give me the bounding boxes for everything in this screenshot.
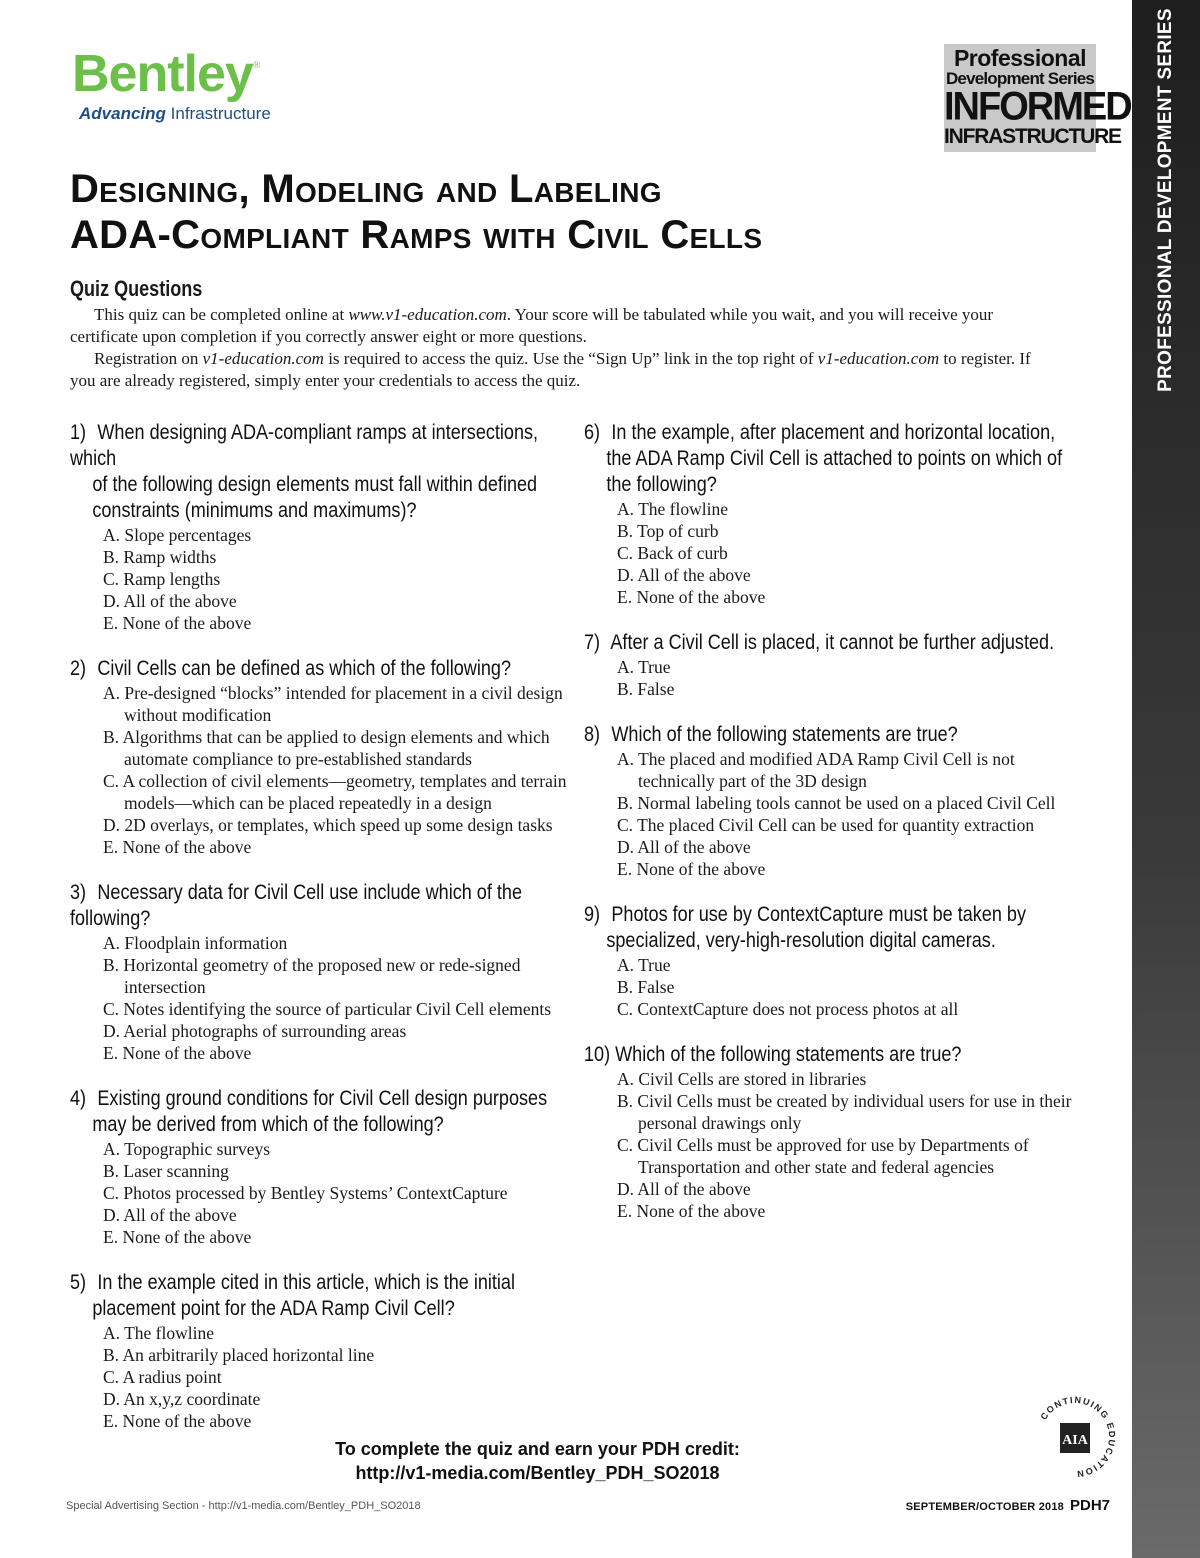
question-line: After a Civil Cell is placed, it cannot be further adjusted. bbox=[610, 631, 1055, 654]
answer-option[interactable]: D. 2D overlays, or templates, which speed up some design tasks bbox=[103, 815, 553, 835]
answer-options bbox=[70, 1322, 570, 1432]
question-8 bbox=[584, 722, 1084, 880]
question-9 bbox=[584, 902, 1084, 1020]
question-line: the ADA Ramp Civil Cell is attached to points on which of the following? bbox=[606, 447, 1063, 496]
question-10 bbox=[584, 1042, 1084, 1222]
question-text bbox=[584, 1042, 1083, 1068]
bentley-logo bbox=[72, 46, 271, 124]
question-line: Civil Cells can be defined as which of the following? bbox=[97, 657, 511, 680]
intro-text-span: is required to access the quiz. Use the “Sign Up” link in the top right of bbox=[323, 349, 818, 368]
answer-option[interactable]: D. All of the above bbox=[617, 565, 751, 585]
answer-option[interactable]: E. None of the above bbox=[103, 837, 252, 857]
question-number: 4) bbox=[70, 1087, 87, 1110]
answer-option[interactable]: C. Notes identifying the source of particular Civil Cell elements bbox=[103, 999, 552, 1019]
answer-options bbox=[70, 524, 570, 634]
call-to-action bbox=[0, 1437, 1075, 1485]
page-number: PDH7 bbox=[1069, 1497, 1110, 1514]
answer-option[interactable]: D. Aerial photographs of surrounding areas bbox=[103, 1021, 407, 1041]
question-4 bbox=[70, 1086, 570, 1248]
cta-link[interactable]: http://v1-media.com/Bentley_PDH_SO2018 bbox=[355, 1463, 720, 1483]
answer-option[interactable]: A. True bbox=[617, 657, 671, 677]
answer-option[interactable]: C. Back of curb bbox=[617, 543, 728, 563]
logo-wordmark: Bentley bbox=[72, 45, 253, 103]
question-6 bbox=[584, 420, 1084, 608]
question-text bbox=[70, 420, 569, 524]
answer-option[interactable]: B. Horizontal geometry of the proposed new or rede-signed intersection bbox=[103, 955, 521, 997]
answer-options bbox=[584, 748, 1084, 880]
question-line: Existing ground conditions for Civil Cell design purposes bbox=[97, 1087, 548, 1110]
logo-tagline-bold: Advancing bbox=[79, 104, 166, 123]
question-5 bbox=[70, 1270, 570, 1432]
answer-option[interactable]: C. A radius point bbox=[103, 1367, 222, 1387]
answer-option[interactable]: E. None of the above bbox=[103, 613, 252, 633]
answer-option[interactable]: A. The flowline bbox=[103, 1323, 214, 1343]
question-7 bbox=[584, 630, 1084, 700]
title-line-1: Designing, Modeling and Labeling bbox=[70, 167, 662, 211]
answer-option[interactable]: C. Photos processed by Bentley Systems’ ContextCapture bbox=[103, 1183, 508, 1203]
answer-option[interactable]: E. None of the above bbox=[617, 587, 766, 607]
question-text bbox=[584, 420, 1083, 498]
question-line: Photos for use by ContextCapture must be taken by bbox=[611, 903, 1026, 926]
cta-line-1: To complete the quiz and earn your PDH credit: bbox=[335, 1439, 740, 1459]
answer-option[interactable]: E. None of the above bbox=[103, 1043, 252, 1063]
answer-options bbox=[584, 1068, 1084, 1222]
questions-column-left bbox=[70, 420, 570, 1454]
question-line: specialized, very-high-resolution digital cameras. bbox=[606, 929, 996, 952]
question-line: placement point for the ADA Ramp Civil Cell? bbox=[92, 1297, 455, 1320]
page-title bbox=[70, 166, 970, 258]
question-line: In the example cited in this article, which is the initial bbox=[97, 1271, 515, 1294]
intro-text-span: to register. If you are already registered, simply enter your credentials to access the quiz. bbox=[70, 349, 1031, 390]
answer-option[interactable]: D. All of the above bbox=[617, 1179, 751, 1199]
question-number: 8) bbox=[584, 723, 601, 746]
question-text bbox=[70, 1270, 569, 1322]
questions-column-right bbox=[584, 420, 1084, 1244]
answer-options bbox=[584, 954, 1084, 1020]
logo-tagline bbox=[72, 104, 271, 124]
answer-option[interactable]: E. None of the above bbox=[103, 1411, 252, 1431]
education-link[interactable]: www.v1-education.com bbox=[348, 305, 507, 324]
badge-line-1: Professional bbox=[953, 45, 1087, 71]
answer-option[interactable]: B. Civil Cells must be created by individual users for use in their personal drawings only bbox=[617, 1091, 1072, 1133]
question-text bbox=[584, 722, 1083, 748]
question-line: Which of the following statements are true? bbox=[615, 1043, 962, 1066]
question-text bbox=[584, 902, 1083, 954]
question-number: 2) bbox=[70, 657, 87, 680]
footer-advertising-note: Special Advertising Section - http://v1-media.com/Bentley_PDH_SO2018 bbox=[66, 1500, 421, 1512]
answer-option[interactable]: E. None of the above bbox=[617, 1201, 766, 1221]
answer-option[interactable]: A. The placed and modified ADA Ramp Civil Cell is not technically part of the 3D design bbox=[617, 749, 1015, 791]
answer-option[interactable]: B. Top of curb bbox=[617, 521, 719, 541]
question-line: Which of the following statements are true? bbox=[611, 723, 958, 746]
answer-option[interactable]: B. An arbitrarily placed horizontal line bbox=[103, 1345, 375, 1365]
question-line: Necessary data for Civil Cell use include which of the following? bbox=[70, 881, 522, 930]
education-link[interactable]: v1-education.com bbox=[817, 349, 940, 368]
answer-options bbox=[584, 498, 1084, 608]
series-badge bbox=[944, 44, 1131, 152]
question-text bbox=[70, 1086, 569, 1138]
answer-option[interactable]: A. Slope percentages bbox=[103, 525, 252, 545]
answer-option[interactable]: C. Civil Cells must be approved for use by Departments of Transportation and other state and federal agencies bbox=[617, 1135, 1029, 1177]
answer-option[interactable]: C. The placed Civil Cell can be used for quantity extraction bbox=[617, 815, 1035, 835]
aia-continuing-education-seal bbox=[1030, 1392, 1120, 1482]
badge-line-2: Development Series bbox=[945, 69, 1095, 88]
answer-option[interactable]: B. False bbox=[617, 977, 675, 997]
answer-option[interactable]: E. None of the above bbox=[103, 1227, 252, 1247]
side-banner bbox=[1132, 0, 1200, 1558]
answer-option[interactable]: B. Algorithms that can be applied to design elements and which automate compliance to pre-established standards bbox=[103, 727, 550, 769]
question-line: In the example, after placement and horizontal location, bbox=[611, 421, 1056, 444]
logo-registered-mark: ® bbox=[252, 60, 261, 71]
education-link[interactable]: v1-education.com bbox=[202, 349, 324, 368]
answer-option[interactable]: D. All of the above bbox=[617, 837, 751, 857]
quiz-heading: Quiz Questions bbox=[70, 276, 203, 301]
question-text bbox=[70, 880, 569, 932]
question-line: may be derived from which of the following? bbox=[92, 1113, 444, 1136]
answer-option[interactable]: B. Normal labeling tools cannot be used on a placed Civil Cell bbox=[617, 793, 1056, 813]
answer-option[interactable]: B. Laser scanning bbox=[103, 1161, 229, 1181]
question-line: When designing ADA-compliant ramps at intersections, which bbox=[70, 421, 539, 470]
intro-paragraph-2 bbox=[70, 348, 1045, 392]
question-number: 7) bbox=[584, 631, 601, 654]
logo-tagline-rest: Infrastructure bbox=[170, 104, 271, 123]
answer-option[interactable]: A. Topographic surveys bbox=[103, 1139, 271, 1159]
answer-option[interactable]: B. Ramp widths bbox=[103, 547, 217, 567]
answer-option[interactable]: E. None of the above bbox=[617, 859, 766, 879]
question-number: 6) bbox=[584, 421, 601, 444]
badge-line-4: INFRASTRUCTURE bbox=[944, 125, 1121, 148]
question-number: 3) bbox=[70, 881, 87, 904]
question-line: of the following design elements must fall within defined constraints (minimums and maximums)? bbox=[92, 473, 538, 522]
answer-option[interactable]: B. False bbox=[617, 679, 675, 699]
answer-options bbox=[70, 932, 570, 1064]
answer-option[interactable]: C. ContextCapture does not process photos at all bbox=[617, 999, 959, 1019]
answer-option[interactable]: A. Civil Cells are stored in libraries bbox=[617, 1069, 867, 1089]
intro-text-span: . Your score will be tabulated while you wait, and you will receive your certificate upon completion if you correctly answer eight or more questions. bbox=[70, 305, 994, 346]
badge-line-3: INFORMED bbox=[944, 84, 1131, 130]
answer-option[interactable]: D. All of the above bbox=[103, 591, 237, 611]
question-3 bbox=[70, 880, 570, 1064]
title-line-2: ADA-Compliant Ramps with Civil Cells bbox=[70, 213, 763, 257]
answer-options bbox=[584, 656, 1084, 700]
intro-text-span: Registration on bbox=[94, 349, 203, 368]
seal-mark: AIA bbox=[1062, 1433, 1088, 1448]
answer-options bbox=[70, 1138, 570, 1248]
intro-paragraph-1 bbox=[70, 304, 1045, 348]
seal-ring-text: CONTINUING EDUCATION bbox=[1038, 1394, 1118, 1480]
answer-option[interactable]: C. Ramp lengths bbox=[103, 569, 221, 589]
side-banner-text: PROFESSIONAL DEVELOPMENT SERIES bbox=[1155, 8, 1176, 392]
question-1 bbox=[70, 420, 570, 634]
question-text bbox=[584, 630, 1083, 656]
question-number: 5) bbox=[70, 1271, 87, 1294]
answer-option[interactable]: A. The flowline bbox=[617, 499, 728, 519]
answer-options bbox=[70, 682, 570, 858]
answer-option[interactable]: A. Pre-designed “blocks” intended for placement in a civil design without modification bbox=[103, 683, 563, 725]
answer-option[interactable]: A. True bbox=[617, 955, 671, 975]
question-number: 9) bbox=[584, 903, 601, 926]
answer-option[interactable]: C. A collection of civil elements—geometry, templates and terrain models—which can be placed repeatedly in a design bbox=[103, 771, 567, 813]
answer-option[interactable]: A. Floodplain information bbox=[103, 933, 288, 953]
intro-text-span: This quiz can be completed online at bbox=[94, 305, 349, 324]
intro-text bbox=[70, 304, 1045, 392]
question-text bbox=[70, 656, 569, 682]
answer-option[interactable]: D. An x,y,z coordinate bbox=[103, 1389, 261, 1409]
question-2 bbox=[70, 656, 570, 858]
question-number: 10) bbox=[584, 1043, 611, 1066]
question-number: 1) bbox=[70, 421, 87, 444]
footer-issue bbox=[906, 1497, 1110, 1515]
issue-date: SEPTEMBER/OCTOBER 2018 bbox=[905, 1501, 1064, 1513]
answer-option[interactable]: D. All of the above bbox=[103, 1205, 237, 1225]
